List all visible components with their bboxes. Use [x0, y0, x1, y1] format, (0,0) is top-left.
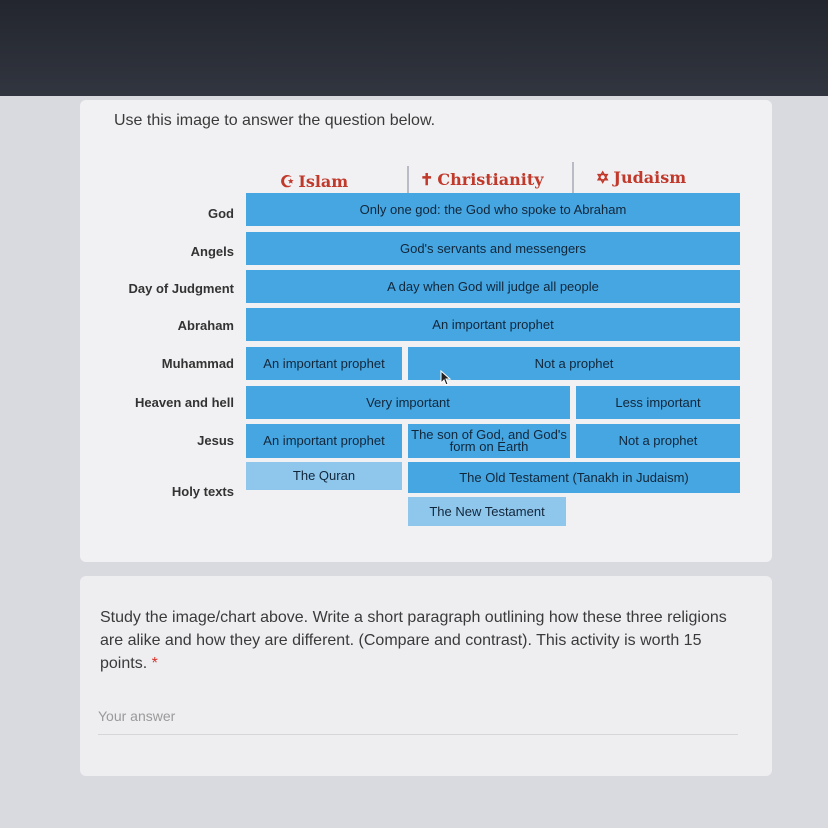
- table-cell: The son of God, and God's form on Earth: [408, 424, 570, 458]
- table-cell: An important prophet: [246, 424, 402, 458]
- header-judaism: ✡ Judaism: [596, 168, 687, 187]
- table-cell: Very important: [246, 386, 570, 419]
- table-cell: A day when God will judge all people: [246, 270, 740, 303]
- header-divider: [572, 162, 574, 194]
- header-divider: [407, 166, 409, 194]
- header-islam: ☪ Islam: [280, 172, 349, 191]
- table-cell: The Quran: [246, 462, 402, 490]
- table-cell: An important prophet: [246, 308, 740, 341]
- required-asterisk: *: [151, 655, 158, 672]
- table-cell: An important prophet: [246, 347, 402, 380]
- row-label-jesus: Jesus: [197, 433, 234, 448]
- table-cell: Not a prophet: [576, 424, 740, 458]
- row-label-god: God: [208, 206, 234, 221]
- row-label-angels: Angels: [190, 244, 234, 259]
- question-text: Study the image/chart above. Write a short paragraph outlining how these three religions are alike and how they are different. (Compare and contrast). This activity is worth 15 points. *: [100, 609, 727, 672]
- table-cell: The New Testament: [408, 497, 566, 526]
- row-label-muhammad: Muhammad: [161, 356, 234, 371]
- star-of-david-icon: ✡: [596, 168, 610, 187]
- row-label-day-of-judgment: Day of Judgment: [128, 281, 234, 296]
- crescent-icon: ☪: [280, 172, 295, 191]
- row-label-abraham: Abraham: [177, 318, 234, 333]
- answer-input[interactable]: Your answer: [98, 708, 738, 735]
- screen-bezel: [0, 0, 828, 100]
- table-cell: Only one god: the God who spoke to Abraham: [246, 193, 740, 226]
- table-cell: Less important: [576, 386, 740, 419]
- table-cell: God's servants and messengers: [246, 232, 740, 265]
- instruction-text: Use this image to answer the question below.: [114, 112, 436, 129]
- cross-icon: ✝: [420, 170, 434, 189]
- table-cell: The Old Testament (Tanakh in Judaism): [408, 462, 740, 493]
- mouse-cursor-icon: [440, 370, 452, 386]
- header-christianity: ✝ Christianity: [420, 170, 544, 189]
- table-cell: Not a prophet: [408, 347, 740, 380]
- row-label-heaven-and-hell: Heaven and hell: [135, 395, 234, 410]
- row-label-holy-texts: Holy texts: [171, 484, 234, 499]
